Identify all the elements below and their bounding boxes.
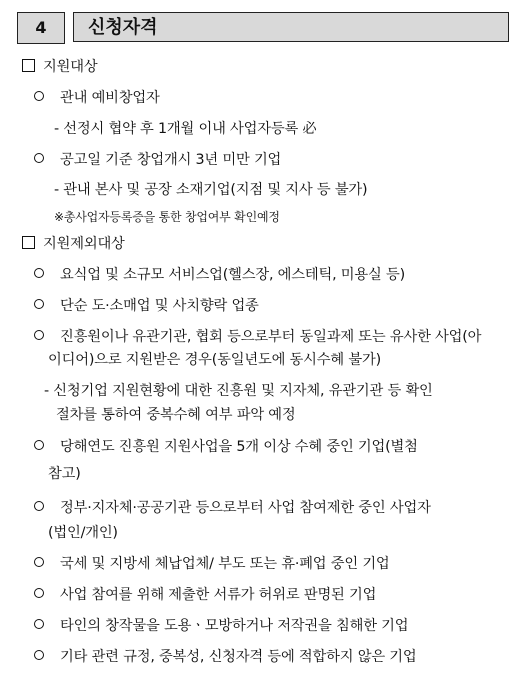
list-item: 정부·지자체·공공기관 등으로부터 사업 참여제한 중인 사업자: [34, 497, 431, 519]
circle-bullet-icon: [34, 619, 44, 629]
circle-bullet-icon: [34, 501, 44, 511]
list-item-continuation: (법인/개인): [48, 525, 118, 541]
list-subitem-continuation: 절차를 통하여 중복수혜 여부 파악 예정: [56, 407, 296, 423]
circle-bullet-icon: [34, 557, 44, 567]
circle-bullet-icon: [34, 91, 44, 101]
list-item-continuation: 이디어)으로 지원받은 경우(동일년도에 동시수혜 불가): [48, 352, 381, 368]
list-subitem: - 선정시 협약 후 1개월 이내 사업자등록 必: [54, 121, 317, 137]
circle-bullet-icon: [34, 588, 44, 598]
section-header: [17, 12, 511, 44]
checkbox-square-icon: [22, 236, 35, 249]
list-item: 기타 관련 규정, 중복성, 신청자격 등에 적합하지 않은 기업: [34, 646, 417, 668]
checkbox-square-icon: [22, 59, 35, 72]
list-item: 진흥원이나 유관기관, 협회 등으로부터 동일과제 또는 유사한 사업(아: [34, 326, 481, 348]
list-item: 국세 및 지방세 체납업체/ 부도 또는 휴·폐업 중인 기업: [34, 553, 390, 575]
list-item: 사업 참여를 위해 제출한 서류가 허위로 판명된 기업: [34, 584, 376, 606]
list-item: 당해연도 진흥원 지원사업을 5개 이상 수혜 중인 기업(별첨: [34, 436, 418, 458]
circle-bullet-icon: [34, 153, 44, 163]
section-title: 신청자격: [73, 12, 509, 42]
excluded-heading: 지원제외대상: [22, 233, 125, 255]
target-heading: 지원대상: [22, 56, 97, 78]
list-item: 단순 도·소매업 및 사치향락 업종: [34, 295, 259, 317]
section-number: 4: [17, 12, 65, 44]
circle-bullet-icon: [34, 440, 44, 450]
circle-bullet-icon: [34, 299, 44, 309]
list-item: 요식업 및 소규모 서비스업(헬스장, 에스테틱, 미용실 등): [34, 264, 405, 286]
list-item: 관내 예비창업자: [34, 87, 160, 109]
list-subitem: - 관내 본사 및 공장 소재기업(지점 및 지사 등 불가): [54, 182, 368, 198]
note-text: ※총사업자등록증을 통한 창업여부 확인예정: [54, 210, 280, 224]
circle-bullet-icon: [34, 330, 44, 340]
circle-bullet-icon: [34, 650, 44, 660]
list-item: 타인의 창작물을 도용ㆍ모방하거나 저작권을 침해한 기업: [34, 615, 408, 637]
circle-bullet-icon: [34, 268, 44, 278]
list-item: 공고일 기준 창업개시 3년 미만 기업: [34, 149, 281, 171]
list-item-continuation: 참고): [48, 466, 81, 482]
list-subitem: - 신청기업 지원현황에 대한 진흥원 및 지자체, 유관기관 등 확인: [44, 383, 433, 399]
